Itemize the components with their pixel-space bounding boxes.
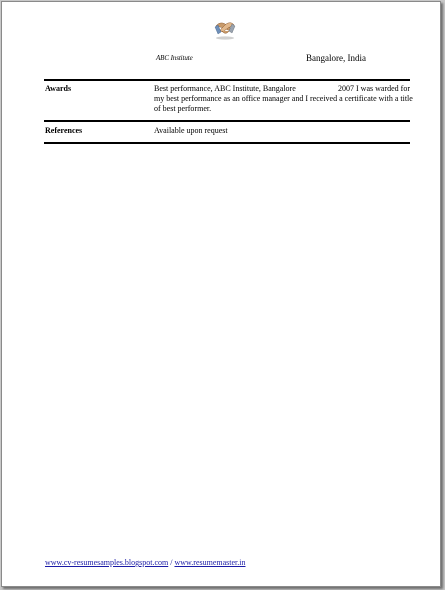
awards-year: 2007 I was warded for (338, 84, 410, 93)
section-divider (44, 79, 410, 81)
institute-location: Bangalore, India (306, 53, 366, 63)
awards-line-3: of best performer. (154, 104, 212, 113)
references-label: References (45, 126, 83, 135)
institute-name: ABC Institute (156, 54, 193, 62)
awards-line-1 (154, 84, 410, 94)
awards-title: Best performance, ABC Institute, Bangalore (154, 84, 296, 93)
awards-content (154, 84, 413, 114)
footer (45, 558, 246, 567)
resume-page (1, 1, 441, 587)
awards-label: Awards (45, 84, 72, 93)
section-divider (44, 120, 410, 122)
references-text: Available upon request (154, 126, 228, 135)
section-divider (44, 142, 410, 144)
handshake-icon (213, 18, 237, 40)
footer-link-resumemaster[interactable]: www.resumemaster.in (174, 558, 246, 567)
footer-link-cv-resumesamples[interactable]: www.cv-resumesamples.blogspot.com (45, 558, 169, 567)
awards-line-2: my best performance as an office manager and I received a certificate with a title (154, 94, 413, 103)
footer-separator: / (168, 558, 175, 567)
